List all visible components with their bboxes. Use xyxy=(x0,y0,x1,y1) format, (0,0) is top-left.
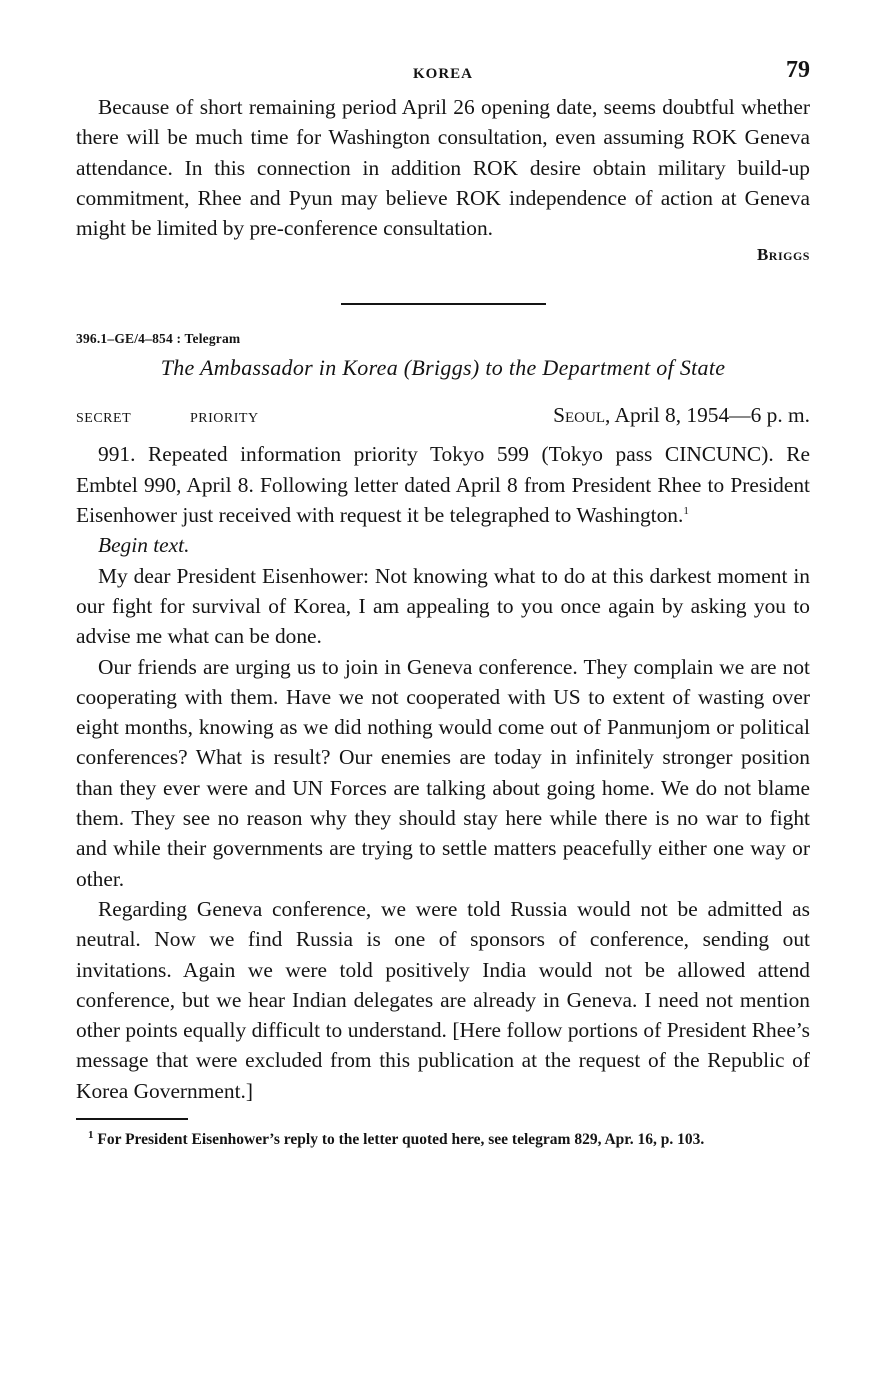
letter-paragraph-3: Regarding Geneva conference, we were told Russia would not be admitted as neutral. Now we find Russia is one of sponsors of conference, sending out invitations. Again we were told positively India would not be allowed attend conference, but we hear Indian delegates are already in Geneva. I need not mention other points equally difficult to understand. [Here follow portions of President Rhee’s message that were excluded from this publication at the request of the Republic of Korea Government.] xyxy=(76,896,810,1103)
letter-paragraph-2: Our friends are urging us to join in Geneva conference. They complain we are not cooperating with them. Have we not cooperated with US to extent of wasting over eight months, knowing as we did nothing would come out of Panmunjom or political conferences? What is result? Our enemies are today in infinitely stronger position than they ever were and UN Forces are talking about going home. We do not blame them. They see no reason why they should stay here while there is no war to fight and while their governments are trying to settle matters peacefully either one way or other. xyxy=(76,654,810,891)
begin-text-marker: Begin text. xyxy=(98,533,190,558)
document-page xyxy=(76,52,810,1150)
footnote-text: For President Eisenhower’s reply to the letter quoted here, see telegram 829, Apr. 16, p. 103. xyxy=(97,1130,705,1148)
letter-paragraph-1: My dear President Eisenhower: Not knowing what to do at this darkest moment in our fight for survival of Korea, I am appealing to you once again by asking you to advise me what can be done. xyxy=(76,563,810,649)
date-time: April 8, 1954—6 p. m. xyxy=(614,403,810,428)
file-reference: 396.1–GE/4–854 : Telegram xyxy=(76,331,241,347)
telegram-paragraph-1 xyxy=(76,439,810,530)
classification-label: SECRET xyxy=(76,411,132,427)
section-divider xyxy=(341,303,546,305)
signature: Briggs xyxy=(756,245,810,265)
running-title: KOREA xyxy=(412,66,473,82)
footnote xyxy=(76,1130,810,1150)
footnote-marker: 1 xyxy=(88,1128,94,1141)
precedence-label: PRIORITY xyxy=(190,411,259,427)
running-head xyxy=(76,52,810,92)
place: Seoul, xyxy=(553,403,611,428)
dateline xyxy=(76,399,810,439)
page-number: 79 xyxy=(786,57,810,83)
footnote-reference: 1 xyxy=(683,504,689,517)
document-title: The Ambassador in Korea (Briggs) to the Department of State xyxy=(160,355,726,381)
previous-document-paragraph: Because of short remaining period April 26 opening date, seems doubtful whether there will be much time for Washington consultation, even assuming ROK Geneva attendance. In this connection in addition ROK desire obtain military build-up commitment, Rhee and Pyun may believe ROK independence of action at Geneva might be limited by pre-conference consultation. xyxy=(76,95,810,241)
footnote-divider xyxy=(76,1118,188,1120)
telegram-paragraph-1-text: 991. Repeated information priority Tokyo 599 (Tokyo pass CINCUNC). Re Embtel 990, April 8. Following letter dated April 8 from President Rhee to President Eisenhower just received with request it be telegraphed to Washington. xyxy=(76,442,810,528)
place-date xyxy=(553,403,810,428)
